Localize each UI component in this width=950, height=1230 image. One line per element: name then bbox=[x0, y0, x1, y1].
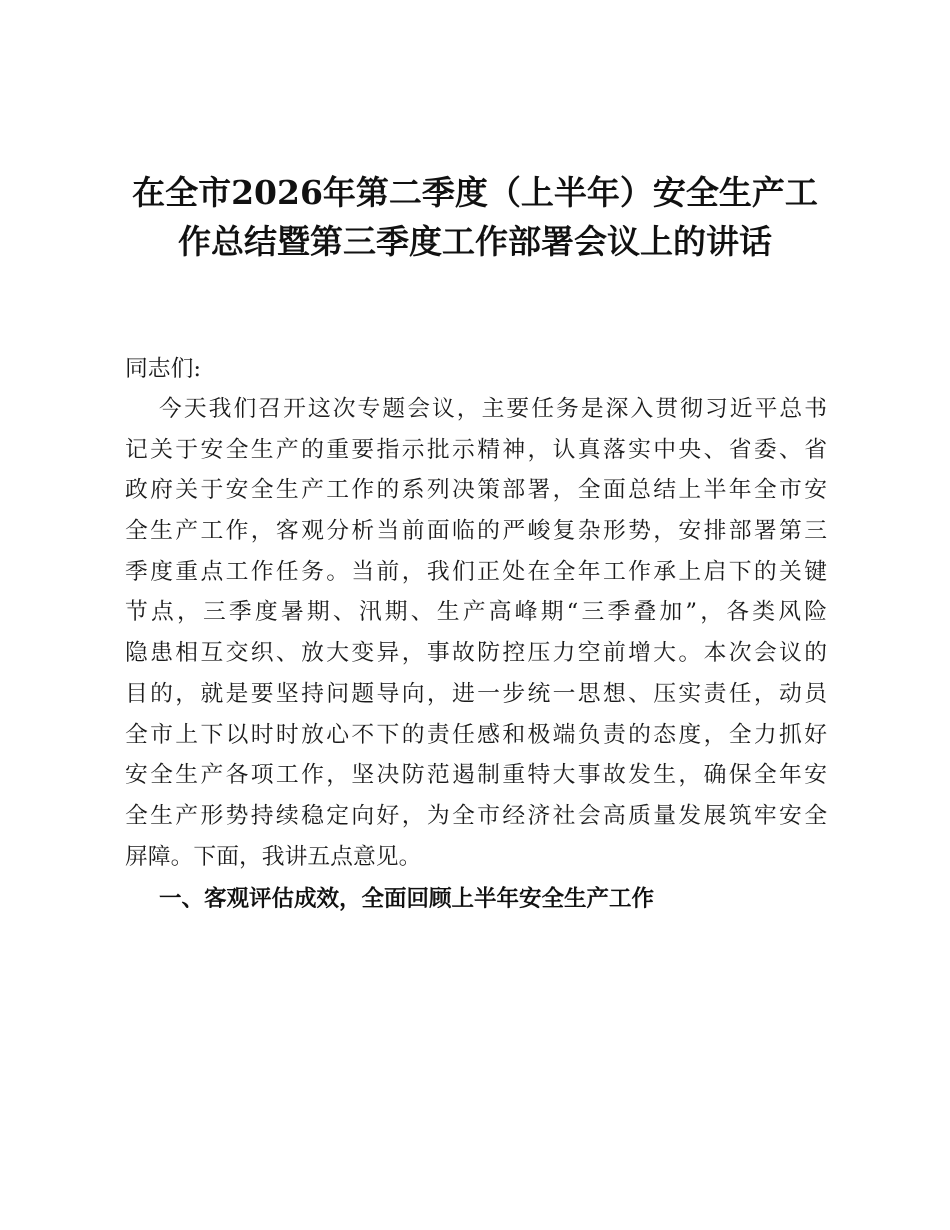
title-line: 在全市2026年第二季度（上半年）安全生产工 bbox=[132, 173, 818, 212]
paragraph-line: 安全生产各项工作，坚决防范遏制重特大事故发生，确保全年安 bbox=[125, 762, 827, 789]
title-line: 作总结暨第三季度工作部署会议上的讲话 bbox=[178, 222, 772, 261]
paragraph-line: 全生产形势持续稳定向好，为全市经济社会高质量发展筑牢安全 bbox=[125, 802, 827, 829]
paragraph-line: 目的，就是要坚持问题导向，进一步统一思想、压实责任，动员 bbox=[125, 680, 827, 707]
paragraph-line: 隐患相互交织、放大变异，事故防控压力空前增大。本次会议的 bbox=[125, 640, 827, 667]
paragraph-line: 全市上下以时时放心不下的责任感和极端负责的态度，全力抓好 bbox=[125, 721, 827, 748]
paragraph-line: 季度重点工作任务。当前，我们正处在全年工作承上启下的关键 bbox=[125, 558, 827, 585]
section-heading: 一、客观评估成效，全面回顾上半年安全生产工作 bbox=[159, 886, 655, 913]
paragraph-line: 全生产工作，客观分析当前面临的严峻复杂形势，安排部署第三 bbox=[125, 518, 827, 545]
document-title bbox=[118, 168, 832, 266]
paragraph-line: 节点，三季度暑期、汛期、生产高峰期“三季叠加”，各类风险 bbox=[125, 599, 827, 626]
paragraph-line: 今天我们召开这次专题会议，主要任务是深入贯彻习近平总书 bbox=[159, 396, 827, 422]
paragraph-line: 屏障。下面，我讲五点意见。 bbox=[125, 843, 422, 870]
paragraph-line: 政府关于安全生产工作的系列决策部署，全面总结上半年全市安 bbox=[125, 477, 827, 504]
document-body bbox=[125, 349, 827, 921]
salutation: 同志们: bbox=[125, 356, 202, 382]
paragraph-line: 记关于安全生产的重要指示批示精神，认真落实中央、省委、省 bbox=[125, 436, 827, 463]
opening-paragraph bbox=[125, 389, 827, 877]
